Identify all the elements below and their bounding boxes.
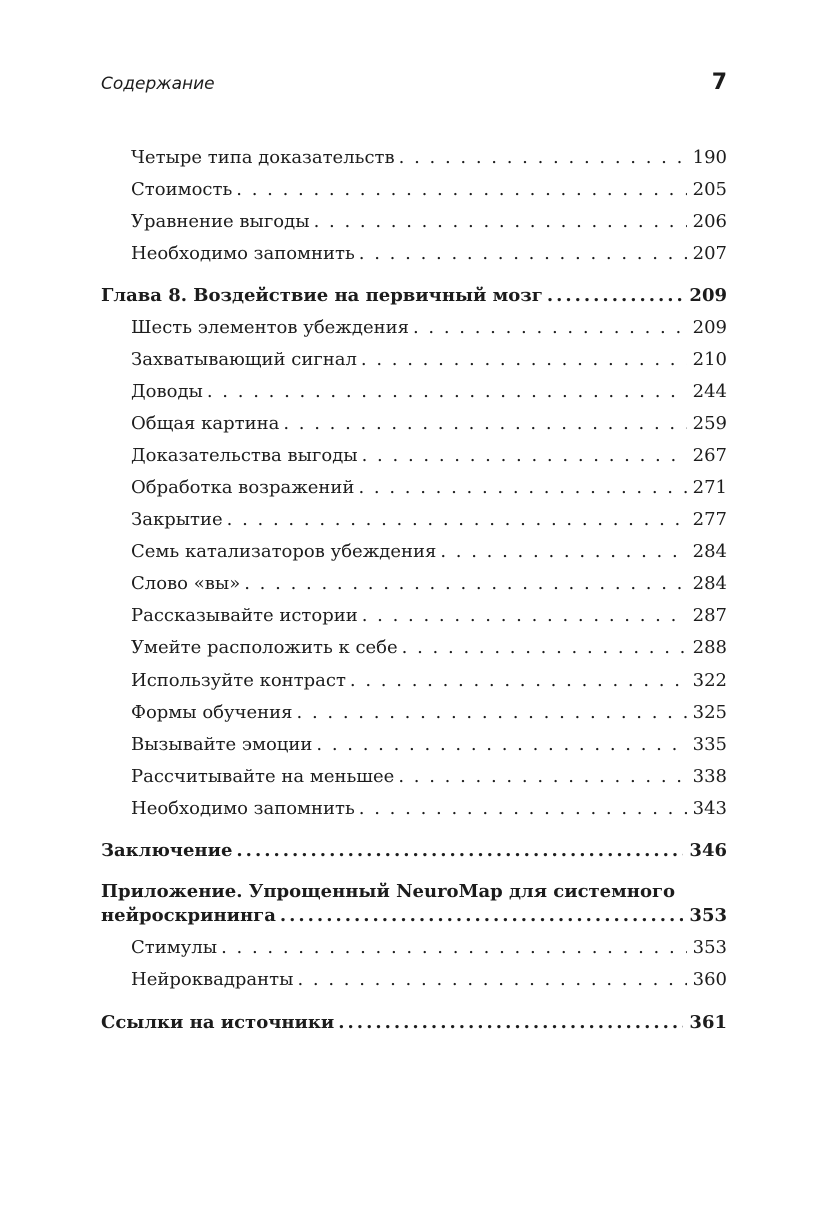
toc-entry-title: Нейроквадранты <box>131 969 294 990</box>
toc-entry-title: Уравнение выгоды <box>131 211 310 232</box>
toc-entry-title: Умейте расположить к себе <box>131 637 398 658</box>
dot-leader <box>338 1007 683 1039</box>
dot-leader <box>361 344 687 376</box>
toc-chapter-title: Заключение <box>101 840 233 861</box>
toc-entry-page: 259 <box>692 413 727 434</box>
toc-entry-page: 360 <box>692 969 727 990</box>
toc-entry-title: Рассказывайте истории <box>131 605 358 626</box>
toc-entry-page: 190 <box>692 147 727 168</box>
toc-entry <box>131 729 727 761</box>
toc-entry <box>131 206 727 238</box>
running-title: Содержание <box>101 74 215 94</box>
toc-entry <box>131 600 727 632</box>
toc-entry <box>131 440 727 472</box>
toc-entry-title: Доказательства выгоды <box>131 445 358 466</box>
toc-chapter-page: 361 <box>689 1012 727 1033</box>
dot-leader <box>221 932 687 964</box>
toc-entry <box>131 761 727 793</box>
toc-entry <box>131 932 727 964</box>
toc-entry-page: 353 <box>692 937 727 958</box>
toc-chapter <box>101 900 727 932</box>
dot-leader <box>283 408 686 440</box>
toc-entry-title: Стимулы <box>131 937 218 958</box>
toc-entry <box>131 536 727 568</box>
toc-entry-page: 207 <box>692 243 727 264</box>
toc-entry <box>131 376 727 408</box>
toc-entry <box>131 238 727 270</box>
dot-leader <box>236 835 683 867</box>
toc-entry-page: 206 <box>692 211 727 232</box>
dot-leader <box>547 280 684 312</box>
toc-entry-title: Доводы <box>131 381 203 402</box>
toc-entry-title: Семь катализаторов убеждения <box>131 541 437 562</box>
page-number: 7 <box>711 70 727 95</box>
toc-chapter <box>101 1007 727 1039</box>
toc-entry-page: 271 <box>692 477 727 498</box>
toc-entry-title: Стоимость <box>131 179 233 200</box>
toc-entry <box>131 665 727 697</box>
dot-leader <box>280 900 684 932</box>
toc-entry-page: 338 <box>692 766 727 787</box>
dot-leader <box>399 142 687 174</box>
dot-leader <box>244 568 686 600</box>
toc-entry <box>131 408 727 440</box>
toc-entry-title: Четыре типа доказательств <box>131 147 395 168</box>
dot-leader <box>316 729 686 761</box>
toc-entry-title: Шесть элементов убеждения <box>131 317 409 338</box>
toc-entry-page: 288 <box>692 637 727 658</box>
dot-leader <box>362 600 687 632</box>
dot-leader <box>358 472 686 504</box>
toc-entry-title: Вызывайте эмоции <box>131 734 313 755</box>
toc-entry <box>131 472 727 504</box>
toc-entry-page: 287 <box>692 605 727 626</box>
dot-leader <box>207 376 687 408</box>
dot-leader <box>236 174 686 206</box>
toc-entry-page: 210 <box>692 349 727 370</box>
toc-entry-title: Необходимо запомнить <box>131 798 355 819</box>
toc-entry-title: Слово «вы» <box>131 573 241 594</box>
dot-leader <box>413 312 687 344</box>
toc-entry-title: Закрытие <box>131 509 223 530</box>
toc-chapter-page: 209 <box>689 285 727 306</box>
toc-entry-page: 284 <box>692 573 727 594</box>
toc-chapter-title-line1: Приложение. Упрощенный NeuroMap для системного <box>101 881 675 902</box>
toc-chapter <box>101 835 727 867</box>
toc-entry <box>131 344 727 376</box>
toc-chapter-page: 353 <box>689 905 727 926</box>
dot-leader <box>314 206 687 238</box>
toc-entry-title: Захватывающий сигнал <box>131 349 357 370</box>
toc-entry-page: 205 <box>692 179 727 200</box>
toc-entry <box>131 793 727 825</box>
toc-entry-title: Используйте контраст <box>131 670 346 691</box>
toc-entry <box>131 632 727 664</box>
toc-entry-page: 244 <box>692 381 727 402</box>
toc-entry <box>131 568 727 600</box>
dot-leader <box>440 536 686 568</box>
dot-leader <box>350 665 687 697</box>
toc-chapter-title-line2: нейроскрининга <box>101 905 276 926</box>
toc-entry-page: 335 <box>692 734 727 755</box>
toc-entry-page: 209 <box>692 317 727 338</box>
dot-leader <box>227 504 687 536</box>
toc-entry <box>131 504 727 536</box>
toc-entry <box>131 964 727 996</box>
toc-chapter-title: Глава 8. Воздействие на первичный мозг <box>101 285 543 306</box>
toc-entry-title: Формы обучения <box>131 702 293 723</box>
dot-leader <box>297 964 686 996</box>
dot-leader <box>402 632 687 664</box>
toc-entry-page: 284 <box>692 541 727 562</box>
toc-entry-page: 325 <box>692 702 727 723</box>
toc-entry <box>131 697 727 729</box>
toc-entry-page: 343 <box>692 798 727 819</box>
toc-entry <box>131 142 727 174</box>
toc-entry-page: 322 <box>692 670 727 691</box>
toc-chapter <box>101 280 727 312</box>
dot-leader <box>359 238 687 270</box>
toc-entry-title: Рассчитывайте на меньшее <box>131 766 395 787</box>
toc-entry <box>131 174 727 206</box>
dot-leader <box>398 761 686 793</box>
toc-chapter-page: 346 <box>689 840 727 861</box>
toc-entry <box>131 312 727 344</box>
toc-entry-title: Необходимо запомнить <box>131 243 355 264</box>
dot-leader <box>359 793 687 825</box>
toc-entry-title: Обработка возражений <box>131 477 355 498</box>
toc-entry-title: Общая картина <box>131 413 280 434</box>
toc-entry-page: 277 <box>692 509 727 530</box>
dot-leader <box>297 697 687 729</box>
dot-leader <box>362 440 687 472</box>
toc-chapter-title: Ссылки на источники <box>101 1012 335 1033</box>
toc-entry-page: 267 <box>692 445 727 466</box>
